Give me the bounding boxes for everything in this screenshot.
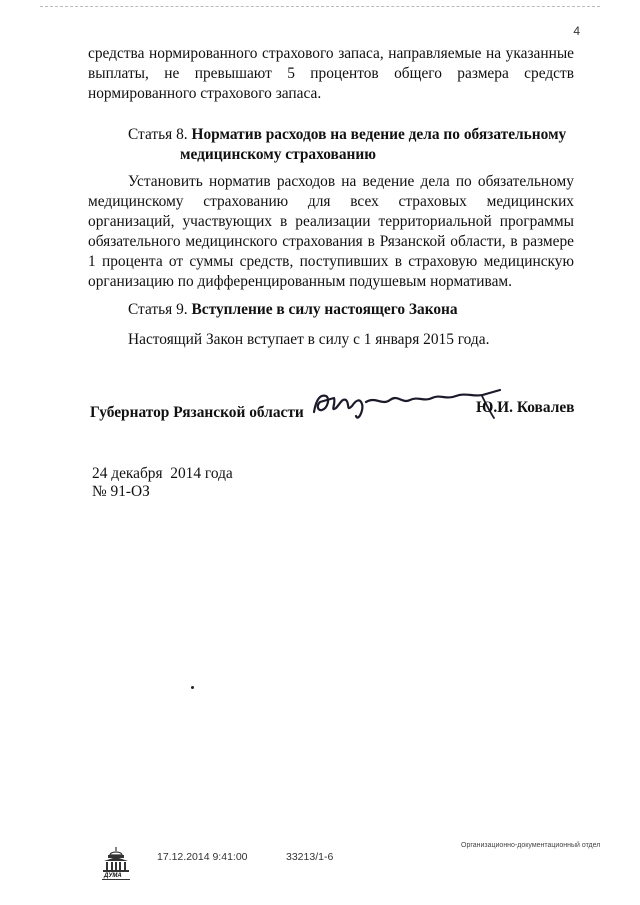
signatory-name: Ю.И. Ковалев <box>476 399 575 416</box>
footer-timestamp: 17.12.2014 9:41:00 <box>157 851 248 863</box>
paragraph-continuation: средства нормированного страхового запаса, направляемые на указанные выплаты, не превышают 5 процентов общего размера средств нормированного страхового запаса. <box>88 45 574 102</box>
signing-date-block <box>92 465 233 501</box>
scan-speck <box>191 686 194 689</box>
article-9-label: Статья 9. <box>128 301 188 318</box>
law-number: № 91-ОЗ <box>92 483 150 500</box>
duma-stamp-text: ДУМА <box>104 873 122 879</box>
scan-edge-line <box>40 6 600 7</box>
article-9-body: Настоящий Закон вступает в силу с 1 января 2015 года. <box>128 331 490 348</box>
page-number: 4 <box>573 24 580 38</box>
footer-doc-code: 33213/1-6 <box>286 851 334 863</box>
article-9-title: Вступление в силу настоящего Закона <box>191 301 458 318</box>
article-8-title-line1: Норматив расходов на ведение дела по обязательному <box>191 126 567 143</box>
signing-date: 24 декабря 2014 года <box>92 465 233 482</box>
article-8-label: Статья 8. <box>128 126 188 143</box>
article-9-heading <box>128 300 458 320</box>
article-8-body: Установить норматив расходов на ведение дела по обязательному медицинскому страхованию для всех страховых медицинских организаций, участвующих в реализации территориальной программы обязательного медицинского страхования в Рязанской области, в размере 1 процента от суммы средств, поступивших в страховую медицинскую организацию по дифференцированным подушевым нормативам. <box>88 173 574 290</box>
article-8-heading <box>128 125 598 163</box>
signatory-position: Губернатор Рязанской области <box>90 404 304 421</box>
article-8-title-line2: медицинскому страхованию <box>180 146 377 163</box>
footer-department: Организационно-документационный отдел <box>461 842 601 849</box>
